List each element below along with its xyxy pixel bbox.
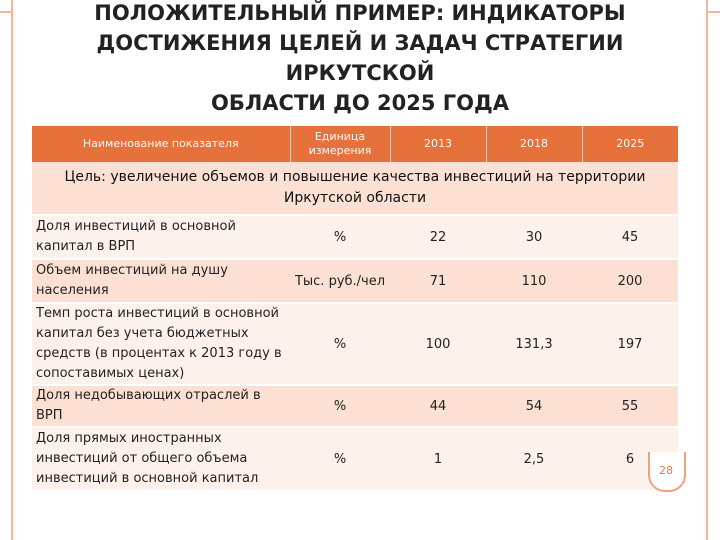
value-2025: 55 bbox=[582, 385, 678, 427]
table-row bbox=[32, 215, 678, 259]
value-2018: 110 bbox=[486, 259, 582, 303]
indicator-name: Доля недобывающих отраслей в ВРП bbox=[32, 385, 290, 427]
slide-title bbox=[20, 0, 700, 118]
value-2025: 200 bbox=[582, 259, 678, 303]
value-2018: 30 bbox=[486, 215, 582, 259]
table-row bbox=[32, 303, 678, 385]
page-number: 28 bbox=[659, 464, 673, 477]
header-unit: Единица измерения bbox=[290, 126, 390, 162]
value-2013: 71 bbox=[390, 259, 486, 303]
indicator-unit: % bbox=[290, 427, 390, 491]
title-line-1: ПОЛОЖИТЕЛЬНЫЙ ПРИМЕР: ИНДИКАТОРЫ bbox=[94, 1, 626, 25]
indicator-name: Объем инвестиций на душу населения bbox=[32, 259, 290, 303]
indicator-unit: Тыс. руб./чел bbox=[290, 259, 390, 303]
slide-frame-top-right bbox=[706, 11, 720, 13]
title-line-3: ОБЛАСТИ ДО 2025 ГОДА bbox=[211, 91, 509, 115]
indicator-name: Доля прямых иностранных инвестиций от общего объема инвестиций в основной капитал bbox=[32, 427, 290, 491]
value-2013: 22 bbox=[390, 215, 486, 259]
header-indicator-name: Наименование показателя bbox=[32, 126, 290, 162]
table-header-row bbox=[32, 126, 678, 162]
header-year-2013: 2013 bbox=[390, 126, 486, 162]
indicators-table bbox=[32, 126, 678, 492]
slide-frame-top-left bbox=[0, 11, 13, 13]
indicator-unit: % bbox=[290, 215, 390, 259]
title-line-2: ДОСТИЖЕНИЯ ЦЕЛЕЙ И ЗАДАЧ СТРАТЕГИИ ИРКУТСКОЙ bbox=[96, 31, 624, 85]
slide-frame-right bbox=[706, 0, 708, 540]
table-row bbox=[32, 259, 678, 303]
value-2013: 100 bbox=[390, 303, 486, 385]
goal-text: Цель: увеличение объемов и повышение качества инвестиций на территории Иркутской области bbox=[32, 162, 678, 215]
slide-frame-left bbox=[11, 0, 13, 540]
indicator-name: Темп роста инвестиций в основной капитал без учета бюджетных средств (в процентах к 2013 году в сопоставимых ценах) bbox=[32, 303, 290, 385]
value-2025: 45 bbox=[582, 215, 678, 259]
indicator-unit: % bbox=[290, 303, 390, 385]
value-2013: 44 bbox=[390, 385, 486, 427]
table-row bbox=[32, 385, 678, 427]
value-2018: 54 bbox=[486, 385, 582, 427]
value-2018: 131,3 bbox=[486, 303, 582, 385]
value-2018: 2,5 bbox=[486, 427, 582, 491]
header-year-2025: 2025 bbox=[582, 126, 678, 162]
value-2013: 1 bbox=[390, 427, 486, 491]
value-2025: 197 bbox=[582, 303, 678, 385]
table-row bbox=[32, 427, 678, 491]
indicator-name: Доля инвестиций в основной капитал в ВРП bbox=[32, 215, 290, 259]
indicator-unit: % bbox=[290, 385, 390, 427]
header-year-2018: 2018 bbox=[486, 126, 582, 162]
value-2025: 6 bbox=[582, 427, 678, 491]
goal-row bbox=[32, 162, 678, 215]
